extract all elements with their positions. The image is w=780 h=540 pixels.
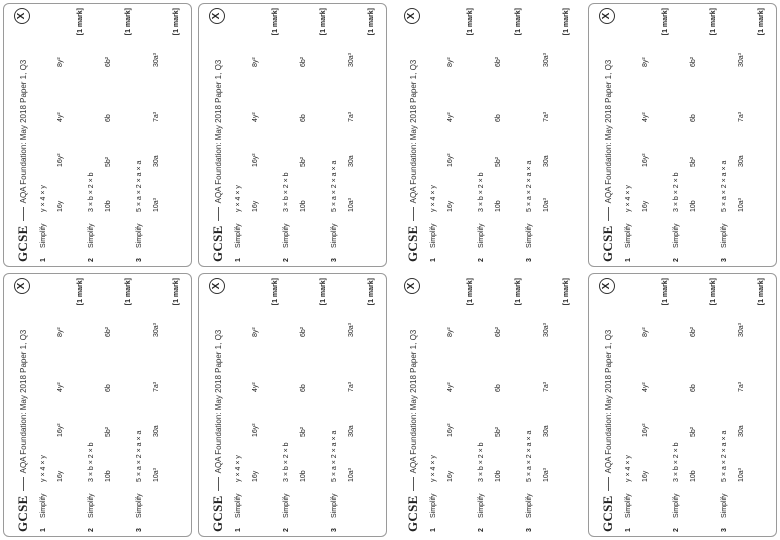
- answer-option[interactable]: 10a³: [152, 467, 160, 482]
- answer-option[interactable]: 6b: [104, 384, 112, 392]
- question-number: 3: [526, 528, 533, 532]
- answer-option[interactable]: 30a: [152, 155, 160, 167]
- answer-option[interactable]: 10b: [689, 200, 697, 212]
- question-2: [88, 8, 136, 262]
- question-instruction: Simplify: [283, 493, 290, 518]
- maths-genie-logo-icon: X: [209, 8, 225, 24]
- gcse-brand: GCSE: [600, 225, 615, 262]
- question-number: 2: [283, 528, 290, 532]
- question-number: 3: [721, 258, 728, 262]
- answer-option[interactable]: 16y²: [641, 423, 649, 437]
- sheet-header: [203, 8, 233, 262]
- question-3: [721, 278, 769, 532]
- question-expression: 3 × b × 2 × b: [478, 172, 485, 212]
- answer-option[interactable]: 6b²: [299, 326, 307, 337]
- gcse-brand: GCSE: [405, 225, 420, 262]
- answer-option[interactable]: 10a³: [347, 197, 355, 212]
- answer-option[interactable]: 30a: [152, 425, 160, 437]
- question-instruction: Simplify: [526, 223, 533, 248]
- question-instruction: Simplify: [478, 223, 485, 248]
- question-1: [235, 8, 283, 262]
- sheet-header: [593, 278, 623, 532]
- question-1: [430, 278, 478, 532]
- question-number: 2: [673, 258, 680, 262]
- question-3: [526, 8, 574, 262]
- answer-option[interactable]: 10b: [299, 470, 307, 482]
- marks-label: [1 mark]: [173, 8, 180, 36]
- question-instruction: Simplify: [40, 223, 47, 248]
- question-2: [673, 8, 721, 262]
- answer-option[interactable]: 10b: [494, 200, 502, 212]
- answer-option[interactable]: 7a³: [347, 111, 355, 122]
- answer-option[interactable]: 16y²: [251, 153, 259, 167]
- answer-option[interactable]: 6b²: [689, 326, 697, 337]
- answer-option[interactable]: 30a³: [542, 322, 550, 337]
- maths-genie-logo-icon: X: [14, 8, 30, 24]
- question-instruction: Simplify: [88, 223, 95, 248]
- question-source: AQA Foundation: May 2018 Paper 1, Q3: [603, 59, 613, 204]
- question-number: 3: [721, 528, 728, 532]
- answer-option[interactable]: 16y: [641, 470, 649, 482]
- question-instruction: Simplify: [673, 223, 680, 248]
- question-expression: 3 × b × 2 × b: [478, 442, 485, 482]
- worksheet-sheet: [195, 270, 390, 540]
- sheet-header: [203, 278, 233, 532]
- question-expression: 5 × a × 2 × a × a: [526, 160, 533, 212]
- answer-option[interactable]: 8y²: [641, 57, 649, 67]
- answer-option[interactable]: 8y²: [251, 57, 259, 67]
- header-rule: [218, 477, 219, 491]
- question-number: 1: [235, 258, 242, 262]
- answer-option[interactable]: 5b²: [494, 156, 502, 167]
- question-instruction: Simplify: [526, 493, 533, 518]
- question-expression: y × 4 × y: [40, 185, 47, 212]
- answer-option[interactable]: 16y²: [56, 153, 64, 167]
- answer-option[interactable]: 4y²: [56, 382, 64, 392]
- question-instruction: Simplify: [235, 493, 242, 518]
- question-expression: y × 4 × y: [625, 185, 632, 212]
- question-instruction: Simplify: [625, 223, 632, 248]
- answer-option[interactable]: 10b: [494, 470, 502, 482]
- question-number: 2: [478, 258, 485, 262]
- sheet-header: [398, 278, 428, 532]
- answer-option[interactable]: 6b²: [494, 56, 502, 67]
- answer-option[interactable]: 4y²: [641, 382, 649, 392]
- header-rule: [413, 477, 414, 491]
- answer-option[interactable]: 30a³: [542, 52, 550, 67]
- answer-option[interactable]: 8y²: [446, 327, 454, 337]
- answer-option[interactable]: 10b: [299, 200, 307, 212]
- answer-option[interactable]: 6b²: [104, 326, 112, 337]
- question-number: 2: [283, 258, 290, 262]
- maths-genie-logo-icon: X: [404, 8, 420, 24]
- question-expression: y × 4 × y: [40, 455, 47, 482]
- answer-option[interactable]: 30a: [542, 425, 550, 437]
- answer-option[interactable]: 6b²: [494, 326, 502, 337]
- answer-option[interactable]: 5b²: [104, 426, 112, 437]
- question-1: [625, 278, 673, 532]
- header-rule: [23, 477, 24, 491]
- question-expression: 3 × b × 2 × b: [673, 442, 680, 482]
- answer-option[interactable]: 8y²: [56, 327, 64, 337]
- answer-option[interactable]: 10a³: [542, 467, 550, 482]
- marks-label: [1 mark]: [515, 8, 522, 36]
- answer-option[interactable]: 10a³: [737, 467, 745, 482]
- marks-label: [1 mark]: [515, 278, 522, 306]
- question-expression: 3 × b × 2 × b: [88, 442, 95, 482]
- answer-option[interactable]: 30a: [737, 155, 745, 167]
- sheet-content: [398, 8, 577, 262]
- answer-option[interactable]: 4y²: [251, 112, 259, 122]
- answer-option[interactable]: 30a³: [737, 322, 745, 337]
- question-1: [40, 8, 88, 262]
- answer-option[interactable]: 6b: [299, 384, 307, 392]
- answer-option[interactable]: 10a³: [737, 197, 745, 212]
- question-instruction: Simplify: [673, 493, 680, 518]
- question-1: [625, 8, 673, 262]
- answer-option[interactable]: 30a³: [347, 52, 355, 67]
- gcse-brand: GCSE: [15, 495, 30, 532]
- answer-option[interactable]: 16y: [56, 200, 64, 212]
- question-instruction: Simplify: [136, 223, 143, 248]
- answer-option[interactable]: 16y²: [56, 423, 64, 437]
- maths-genie-logo-icon: X: [14, 278, 30, 294]
- marks-label: [1 mark]: [467, 8, 474, 36]
- question-expression: 5 × a × 2 × a × a: [136, 430, 143, 482]
- marks-label: [1 mark]: [320, 8, 327, 36]
- question-instruction: Simplify: [625, 493, 632, 518]
- question-3: [136, 278, 184, 532]
- worksheet-sheet: [0, 0, 195, 270]
- answer-option[interactable]: 5b²: [689, 156, 697, 167]
- question-expression: 5 × a × 2 × a × a: [721, 160, 728, 212]
- question-number: 2: [478, 528, 485, 532]
- question-expression: 5 × a × 2 × a × a: [136, 160, 143, 212]
- maths-genie-logo-icon: X: [209, 278, 225, 294]
- header-rule: [608, 207, 609, 221]
- question-number: 1: [235, 528, 242, 532]
- marks-label: [1 mark]: [77, 278, 84, 306]
- question-number: 3: [331, 258, 338, 262]
- question-expression: 5 × a × 2 × a × a: [721, 430, 728, 482]
- question-instruction: Simplify: [430, 223, 437, 248]
- worksheet-sheet: [585, 0, 780, 270]
- gcse-brand: GCSE: [405, 495, 420, 532]
- marks-label: [1 mark]: [125, 278, 132, 306]
- question-1: [235, 278, 283, 532]
- answer-option[interactable]: 8y²: [446, 57, 454, 67]
- question-number: 2: [673, 528, 680, 532]
- question-number: 1: [430, 258, 437, 262]
- answer-option[interactable]: 30a³: [152, 322, 160, 337]
- question-instruction: Simplify: [721, 493, 728, 518]
- gcse-brand: GCSE: [210, 225, 225, 262]
- answer-option[interactable]: 4y²: [446, 382, 454, 392]
- question-expression: 5 × a × 2 × a × a: [331, 160, 338, 212]
- marks-label: [1 mark]: [758, 8, 765, 36]
- question-2: [283, 278, 331, 532]
- worksheet-sheet: [0, 270, 195, 540]
- answer-option[interactable]: 6b: [494, 114, 502, 122]
- question-expression: 3 × b × 2 × b: [88, 172, 95, 212]
- question-instruction: Simplify: [136, 493, 143, 518]
- marks-label: [1 mark]: [662, 278, 669, 306]
- answer-option[interactable]: 7a³: [542, 111, 550, 122]
- marks-label: [1 mark]: [758, 278, 765, 306]
- question-expression: 3 × b × 2 × b: [673, 172, 680, 212]
- answer-option[interactable]: 16y²: [641, 153, 649, 167]
- gcse-brand: GCSE: [210, 495, 225, 532]
- answer-option[interactable]: 10b: [104, 200, 112, 212]
- answer-option[interactable]: 10a³: [152, 197, 160, 212]
- answer-option[interactable]: 4y²: [641, 112, 649, 122]
- question-1: [40, 278, 88, 532]
- marks-label: [1 mark]: [662, 8, 669, 36]
- question-instruction: Simplify: [88, 493, 95, 518]
- answer-option[interactable]: 10b: [104, 470, 112, 482]
- worksheet-sheet: [195, 0, 390, 270]
- answer-option[interactable]: 5b²: [494, 426, 502, 437]
- question-instruction: Simplify: [331, 223, 338, 248]
- answer-option[interactable]: 4y²: [251, 382, 259, 392]
- answer-option[interactable]: 6b: [299, 114, 307, 122]
- answer-option[interactable]: 4y²: [56, 112, 64, 122]
- question-number: 1: [40, 528, 47, 532]
- question-source: AQA Foundation: May 2018 Paper 1, Q3: [18, 59, 28, 204]
- answer-option[interactable]: 16y²: [446, 423, 454, 437]
- answer-option[interactable]: 16y: [446, 470, 454, 482]
- answer-option[interactable]: 8y²: [251, 327, 259, 337]
- answer-option[interactable]: 16y: [641, 200, 649, 212]
- question-source: AQA Foundation: May 2018 Paper 1, Q3: [213, 59, 223, 204]
- question-source: AQA Foundation: May 2018 Paper 1, Q3: [408, 329, 418, 474]
- question-2: [88, 278, 136, 532]
- answer-option[interactable]: 30a³: [347, 322, 355, 337]
- question-2: [478, 8, 526, 262]
- question-number: 1: [625, 528, 632, 532]
- question-source: AQA Foundation: May 2018 Paper 1, Q3: [408, 59, 418, 204]
- answer-option[interactable]: 7a³: [737, 111, 745, 122]
- question-instruction: Simplify: [478, 493, 485, 518]
- question-2: [478, 278, 526, 532]
- marks-label: [1 mark]: [77, 8, 84, 36]
- question-instruction: Simplify: [235, 223, 242, 248]
- question-number: 3: [331, 528, 338, 532]
- answer-option[interactable]: 10b: [689, 470, 697, 482]
- sheet-header: [8, 8, 38, 262]
- gcse-brand: GCSE: [600, 495, 615, 532]
- question-2: [283, 8, 331, 262]
- question-expression: y × 4 × y: [430, 455, 437, 482]
- answer-option[interactable]: 10a³: [542, 197, 550, 212]
- answer-option[interactable]: 7a³: [542, 381, 550, 392]
- question-3: [721, 8, 769, 262]
- question-number: 2: [88, 528, 95, 532]
- answer-option[interactable]: 8y²: [641, 327, 649, 337]
- question-instruction: Simplify: [283, 223, 290, 248]
- sheet-content: [593, 8, 772, 262]
- answer-option[interactable]: 4y²: [446, 112, 454, 122]
- question-number: 3: [526, 258, 533, 262]
- question-number: 3: [136, 528, 143, 532]
- answer-option[interactable]: 30a³: [152, 52, 160, 67]
- question-instruction: Simplify: [331, 493, 338, 518]
- sheet-header: [8, 278, 38, 532]
- question-3: [136, 8, 184, 262]
- sheet-header: [398, 8, 428, 262]
- answer-option[interactable]: 5b²: [299, 426, 307, 437]
- answer-option[interactable]: 7a³: [737, 381, 745, 392]
- question-number: 1: [625, 258, 632, 262]
- question-instruction: Simplify: [430, 493, 437, 518]
- maths-genie-logo-icon: X: [404, 278, 420, 294]
- marks-label: [1 mark]: [272, 278, 279, 306]
- worksheet-sheet: [390, 0, 585, 270]
- answer-option[interactable]: 16y²: [446, 153, 454, 167]
- question-expression: 5 × a × 2 × a × a: [526, 430, 533, 482]
- question-instruction: Simplify: [721, 223, 728, 248]
- marks-label: [1 mark]: [710, 8, 717, 36]
- answer-option[interactable]: 5b²: [299, 156, 307, 167]
- answer-option[interactable]: 16y²: [251, 423, 259, 437]
- marks-label: [1 mark]: [563, 8, 570, 36]
- marks-label: [1 mark]: [125, 8, 132, 36]
- answer-option[interactable]: 7a³: [152, 111, 160, 122]
- question-instruction: Simplify: [40, 493, 47, 518]
- question-1: [430, 8, 478, 262]
- answer-option[interactable]: 16y: [251, 470, 259, 482]
- answer-option[interactable]: 30a: [542, 155, 550, 167]
- header-rule: [608, 477, 609, 491]
- question-expression: 3 × b × 2 × b: [283, 442, 290, 482]
- answer-option[interactable]: 6b: [494, 384, 502, 392]
- answer-option[interactable]: 5b²: [689, 426, 697, 437]
- answer-option[interactable]: 30a: [347, 155, 355, 167]
- question-3: [331, 278, 379, 532]
- question-source: AQA Foundation: May 2018 Paper 1, Q3: [213, 329, 223, 474]
- header-rule: [413, 207, 414, 221]
- question-expression: y × 4 × y: [430, 185, 437, 212]
- header-rule: [218, 207, 219, 221]
- answer-option[interactable]: 16y: [251, 200, 259, 212]
- sheet-content: [8, 8, 187, 262]
- question-number: 1: [430, 528, 437, 532]
- answer-option[interactable]: 6b: [689, 384, 697, 392]
- worksheet-sheet: [390, 270, 585, 540]
- answer-option[interactable]: 7a³: [347, 381, 355, 392]
- sheet-content: [8, 278, 187, 532]
- worksheet-sheet: [585, 270, 780, 540]
- sheet-content: [203, 8, 382, 262]
- maths-genie-logo-icon: X: [599, 8, 615, 24]
- sheet-content: [203, 278, 382, 532]
- marks-label: [1 mark]: [320, 278, 327, 306]
- marks-label: [1 mark]: [467, 278, 474, 306]
- sheet-content: [398, 278, 577, 532]
- answer-option[interactable]: 30a: [737, 425, 745, 437]
- marks-label: [1 mark]: [173, 278, 180, 306]
- marks-label: [1 mark]: [563, 278, 570, 306]
- question-source: AQA Foundation: May 2018 Paper 1, Q3: [18, 329, 28, 474]
- question-source: AQA Foundation: May 2018 Paper 1, Q3: [603, 329, 613, 474]
- answer-option[interactable]: 30a³: [737, 52, 745, 67]
- question-2: [673, 278, 721, 532]
- question-expression: 3 × b × 2 × b: [283, 172, 290, 212]
- answer-option[interactable]: 6b²: [689, 56, 697, 67]
- answer-option[interactable]: 6b²: [299, 56, 307, 67]
- question-expression: y × 4 × y: [235, 185, 242, 212]
- question-3: [526, 278, 574, 532]
- answer-option[interactable]: 16y: [56, 470, 64, 482]
- marks-label: [1 mark]: [710, 278, 717, 306]
- question-3: [331, 8, 379, 262]
- gcse-brand: GCSE: [15, 225, 30, 262]
- answer-option[interactable]: 30a: [347, 425, 355, 437]
- question-number: 2: [88, 258, 95, 262]
- maths-genie-logo-icon: X: [599, 278, 615, 294]
- question-expression: y × 4 × y: [235, 455, 242, 482]
- answer-option[interactable]: 6b: [689, 114, 697, 122]
- sheet-header: [593, 8, 623, 262]
- answer-option[interactable]: 8y²: [56, 57, 64, 67]
- question-number: 3: [136, 258, 143, 262]
- marks-label: [1 mark]: [368, 8, 375, 36]
- sheet-content: [593, 278, 772, 532]
- answer-option[interactable]: 10a³: [347, 467, 355, 482]
- answer-option[interactable]: 6b²: [104, 56, 112, 67]
- answer-option[interactable]: 6b: [104, 114, 112, 122]
- answer-option[interactable]: 5b²: [104, 156, 112, 167]
- marks-label: [1 mark]: [368, 278, 375, 306]
- answer-option[interactable]: 16y: [446, 200, 454, 212]
- question-expression: y × 4 × y: [625, 455, 632, 482]
- question-expression: 5 × a × 2 × a × a: [331, 430, 338, 482]
- answer-option[interactable]: 7a³: [152, 381, 160, 392]
- header-rule: [23, 207, 24, 221]
- question-number: 1: [40, 258, 47, 262]
- marks-label: [1 mark]: [272, 8, 279, 36]
